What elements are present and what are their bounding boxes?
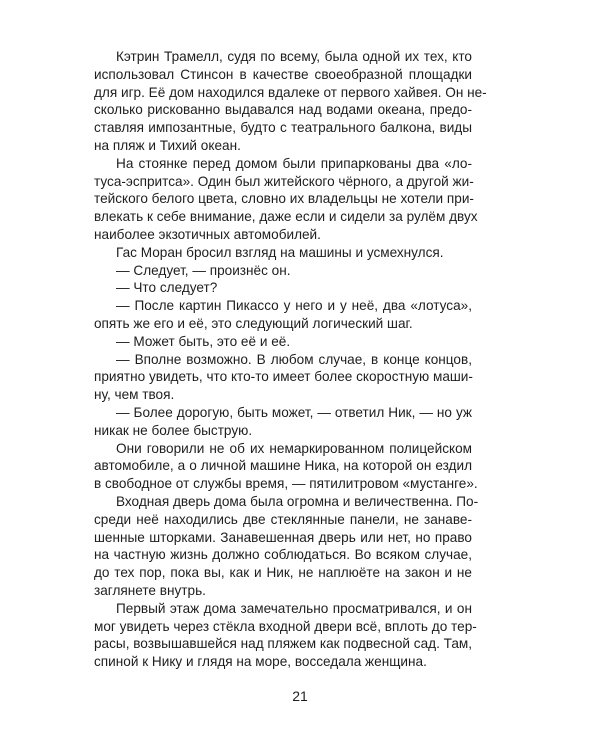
text-line: — Вполне возможно. В любом случае, в конце концов,	[116, 351, 472, 367]
text-line: шенные шторками. Занавешенная дверь или нет, но право	[94, 529, 472, 545]
text-line: наиболее экзотичных автомобилей.	[94, 226, 321, 242]
text-line: сколько рискованно выдавался над водами океана, предо-	[94, 102, 472, 118]
body-text	[94, 48, 487, 671]
text-line: никак не более быструю.	[94, 422, 253, 438]
text-line: до тех пор, пока вы, как и Ник, не наплюёте на закон и не	[94, 565, 472, 581]
paragraph	[94, 262, 472, 280]
text-line: — Более дорогую, быть может, — ответил Ник, — но уж	[116, 404, 472, 420]
paragraph	[94, 244, 472, 262]
text-line: ставляя импозантные, будто с театрального балкона, виды	[94, 120, 472, 136]
text-line: На стоянке перед домом были припаркованы два «ло-	[116, 155, 472, 171]
text-line: Они говорили не об их немаркированном полицейском	[116, 440, 472, 456]
paragraph	[94, 600, 477, 671]
paragraph	[94, 493, 479, 600]
text-line: автомобиле, а о личной машине Ника, на которой он ездил	[94, 458, 472, 474]
text-line: спиной к Нику и глядя на море, восседала женщина.	[94, 654, 427, 670]
text-line: для игр. Её дом находился вдалеке от первого хайвея. Он не-	[94, 84, 487, 100]
page-number: 21	[292, 688, 308, 704]
paragraph	[94, 297, 472, 333]
text-line: Кэтрин Трамелл, судя по всему, была одной их тех, кто	[116, 49, 472, 64]
text-line: ну, чем твоя.	[94, 387, 175, 403]
paragraph	[94, 279, 472, 297]
paragraph	[94, 351, 472, 404]
text-line: туса-эспритса». Один был житейского чёрного, а другой жи-	[94, 173, 474, 189]
text-line: Гас Моран бросил взгляд на машины и усмехнулся.	[116, 244, 444, 260]
paragraph	[94, 155, 478, 244]
text-line: тейского белого цвета, словно их владельцы не хотели при-	[94, 191, 474, 207]
paragraph	[94, 440, 478, 493]
text-line: — Может быть, это её и её.	[116, 333, 291, 349]
text-line: мог увидеть через стёкла входной двери всё, вплоть до тер-	[94, 618, 477, 634]
text-line: расы, возвышавшейся над пляжем как подвесной сад. Там,	[94, 636, 472, 652]
text-line: в свободное от службы время, — пятилитровом «мустанге».	[94, 476, 478, 492]
text-line: — После картин Пикассо у него и у неё, два «лотуса»,	[116, 298, 472, 314]
text-line: Первый этаж дома замечательно просматривался, и он	[116, 600, 472, 616]
text-line: среди неё находились две стеклянные панели, не занаве-	[94, 511, 472, 527]
text-line: приятно увидеть, что кто-то имеет более скоростную маши-	[94, 369, 473, 385]
text-line: — Что следует?	[116, 280, 218, 296]
text-line: заглянете внутрь.	[94, 582, 206, 598]
paragraph	[94, 48, 487, 155]
text-line: Входная дверь дома была огромна и величественна. По-	[116, 493, 479, 509]
paragraph	[94, 333, 472, 351]
text-line: на частную жизнь должно соблюдаться. Во всяком случае,	[94, 547, 472, 563]
text-line: — Следует, — произнёс он.	[116, 262, 291, 278]
text-line: на пляж и Тихий океан.	[94, 137, 241, 153]
paragraph	[94, 404, 472, 440]
text-line: использовал Стинсон в качестве своеобразной площадки	[94, 66, 472, 82]
text-line: влекать к себе внимание, даже если и сидели за рулём двух	[94, 209, 478, 225]
text-line: опять же его и её, это следующий логический шаг.	[94, 315, 413, 331]
